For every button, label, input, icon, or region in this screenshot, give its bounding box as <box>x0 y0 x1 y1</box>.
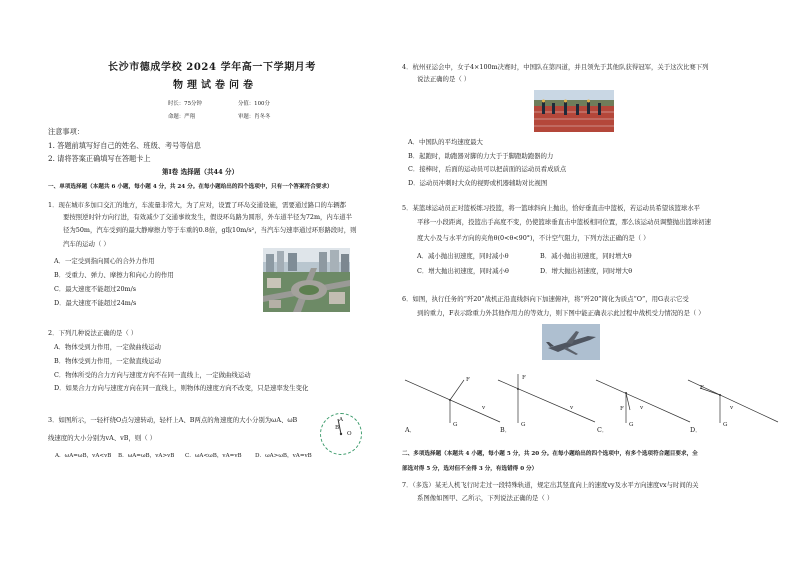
relay-race-photo <box>534 90 614 132</box>
force-diagram-c <box>596 380 690 423</box>
fighter-jet-graphic <box>542 324 600 360</box>
q1-option-b: B．受重力、弹力、摩擦力和向心力的作用 <box>54 271 174 279</box>
q1-line: 要按照逆时针方向行进，有效减少了交通事故发生，假设环岛路为圆形，外车道半径为72m，内车道半 <box>63 213 352 221</box>
velocity-label: v <box>570 405 574 411</box>
q3-option-a: A．ωA=ωB，vA<vB <box>55 453 112 459</box>
exam-reviewer: 审题：肖冬冬 <box>238 114 271 120</box>
q7-line: 7．（多选）某无人机飞行时走过一段特殊轨道，规定出其竖直向上的速度vy及水平方向速度vx与时间的关 <box>402 481 699 489</box>
velocity-label: v <box>482 405 486 411</box>
q2-option-d: D．如果合力方向与速度方向在同一直线上，则物体的速度方向不改变，只是速率发生变化 <box>54 384 309 392</box>
q6-line: 6．如图，执行任务的“歼20”战机正沿直线斜向下加速俯冲，将“歼20”简化为质点“O”，用G表示它受 <box>402 295 689 303</box>
exam-title: 长沙市德成学校 2024 学年高一下学期月考 <box>108 62 316 73</box>
part1-title: 第Ⅰ卷 选择题（共44 分） <box>162 168 239 176</box>
q1-option-d: D．最大速度不能超过24m/s <box>54 299 137 307</box>
q6-choice-a: A． <box>405 426 417 434</box>
notice-item: 1. 答题前填写好自己的姓名、班级、考号等信息 <box>48 141 201 150</box>
q1-line: 汽车的运动（ ） <box>63 240 110 248</box>
force-label-f: F <box>620 406 624 412</box>
q5-option-a: A．减小抛出初速度，同时减小θ <box>417 252 509 260</box>
q5-option-c: C．增大抛出初速度，同时减小θ <box>417 267 509 275</box>
velocity-label: v <box>730 405 734 411</box>
exam-subtitle: 物理试卷问卷 <box>173 80 257 91</box>
point-o-label: O <box>347 431 352 437</box>
q1-option-a: A．一定受到指向圆心的合外力作用 <box>54 257 155 265</box>
q5-option-b: B．减小抛出初速度，同时增大θ <box>540 252 632 260</box>
q1-option-c: C．最大速度不能超过20m/s <box>54 285 137 293</box>
force-diagram-a <box>405 380 500 423</box>
gravity-label: G <box>723 422 728 428</box>
q3-option-c: C．ωA<ωB，vA=vB <box>185 453 242 459</box>
exam-time: 时长：75分钟 <box>168 101 202 107</box>
roundabout-photo-graphic <box>263 248 350 312</box>
notice-item: 2. 请将答案正确填写在答题卡上 <box>48 154 151 163</box>
q4-option-c: C．接棒时，后面的运动员可以把前面的运动员看成质点 <box>408 165 567 173</box>
q4-option-b: B．起跑时，助跑器对脚的力大于于脚蹬助跑器的力 <box>408 152 554 160</box>
q6-choice-d: D． <box>690 426 702 434</box>
q1-line: 1．现在城市多加口交汇的地方，车流量非常大，为了应对，设置了环岛交通设施，需要通过路口的车辆都 <box>48 201 347 209</box>
q2-stem: 2．下列几种说法正确的是（ ） <box>48 329 138 337</box>
q5-line: 5．某篮球运动员正对篮板练习投篮，将一篮球斜向上抛出，恰好垂直击中篮板，若运动员希望该篮球水平 <box>402 204 701 212</box>
fighter-jet-photo <box>542 324 600 360</box>
q4-option-d: D．运动员冲刺时大众的视野或机器辅助对比视图 <box>408 179 548 187</box>
q4-option-a: A．中国队的平均速度最大 <box>408 138 483 146</box>
force-label-f: F <box>522 375 526 381</box>
q4-line: 4．杭州亚运会中，女子4×100m决赛时，中国队在第四道，并且领先于其他队获得冠军，关于这次比赛下列 <box>402 63 709 71</box>
force-label-f: F <box>700 385 704 391</box>
q3-stem: 线速度的大小分别为vA、vB，则（ ） <box>48 434 157 442</box>
pivot-point <box>340 433 342 435</box>
gravity-label: G <box>629 422 634 428</box>
q5-option-d: D．增大抛出初速度，同时增大θ <box>540 267 633 275</box>
q5-line: 度大小及与水平方向的夹角θ(0<θ<90°)，不计空气阻力，下列方法正确的是（ ） <box>417 234 650 242</box>
q1-line: 径为50m，汽车受到的最大静摩擦力等于车重的0.8倍，g取10m/s²，当汽车匀速率通过环形路段时，则 <box>63 226 357 234</box>
exam-setter: 命题：严翔 <box>168 114 195 120</box>
q3-stem: 3．如图所示，一轻杆绕O点匀速转动，轻杆上A、B两点的角速度的大小分别为ωA、ωB <box>48 416 298 424</box>
point-a-label: A <box>339 417 344 423</box>
exam-score: 分值：100分 <box>238 101 270 107</box>
q5-line: 平移一小段距离，投篮出手高度不变，仍使篮球垂直击中篮板相同位置，那么该运动员调整抛出篮球初速 <box>417 218 711 226</box>
q3-option-b: B．ωA=ωB，vA>vB <box>118 453 175 459</box>
gravity-label: G <box>453 422 458 428</box>
section1-heading: 一、单项选择题（本题共 6 小题，每小题 4 分，共 24 分。在每小题给出的四个选项中，只有一个答案符合要求） <box>48 184 333 190</box>
q2-option-b: B．物体受到力作用，一定做直线运动 <box>54 357 161 365</box>
q2-option-c: C．物体所受的合力方向与速度方向不在同一直线上，一定做曲线运动 <box>54 371 251 379</box>
q3-option-d: D．ωA>ωB，vA=vB <box>255 453 312 459</box>
force-diagram-b <box>498 374 595 423</box>
q4-line: 说法正确的是（ ） <box>417 75 471 83</box>
section2-heading: 部选对得 5 分，选对但不全得 3 分，有选错得 0 分） <box>402 466 538 472</box>
roundabout-photo <box>263 248 350 312</box>
q7-line: 系图像如图甲、乙所示，下列说法正确的是（ ） <box>417 494 554 502</box>
gravity-label: G <box>521 422 526 428</box>
q6-line: 到的重力，F表示除重力外其他作用力的等效力，则下图中能正确表示此过程中战机受力情况的是（ ） <box>417 309 705 317</box>
notice-heading: 注意事项： <box>48 127 84 136</box>
velocity-label: v <box>640 405 644 411</box>
q6-choice-c: C． <box>597 426 609 434</box>
point-b-label: B <box>335 425 340 431</box>
force-label-f: F <box>466 377 470 383</box>
q2-option-a: A．物体受到力作用，一定做曲线运动 <box>54 343 161 351</box>
relay-race-graphic <box>534 90 614 132</box>
section2-heading: 二、多项选择题（本题共 4 小题，每小题 5 分，共 20 分。在每小题给出的四个选项中，有多个选项符合题目要求，全 <box>402 451 698 457</box>
q6-choice-b: B． <box>500 426 512 434</box>
